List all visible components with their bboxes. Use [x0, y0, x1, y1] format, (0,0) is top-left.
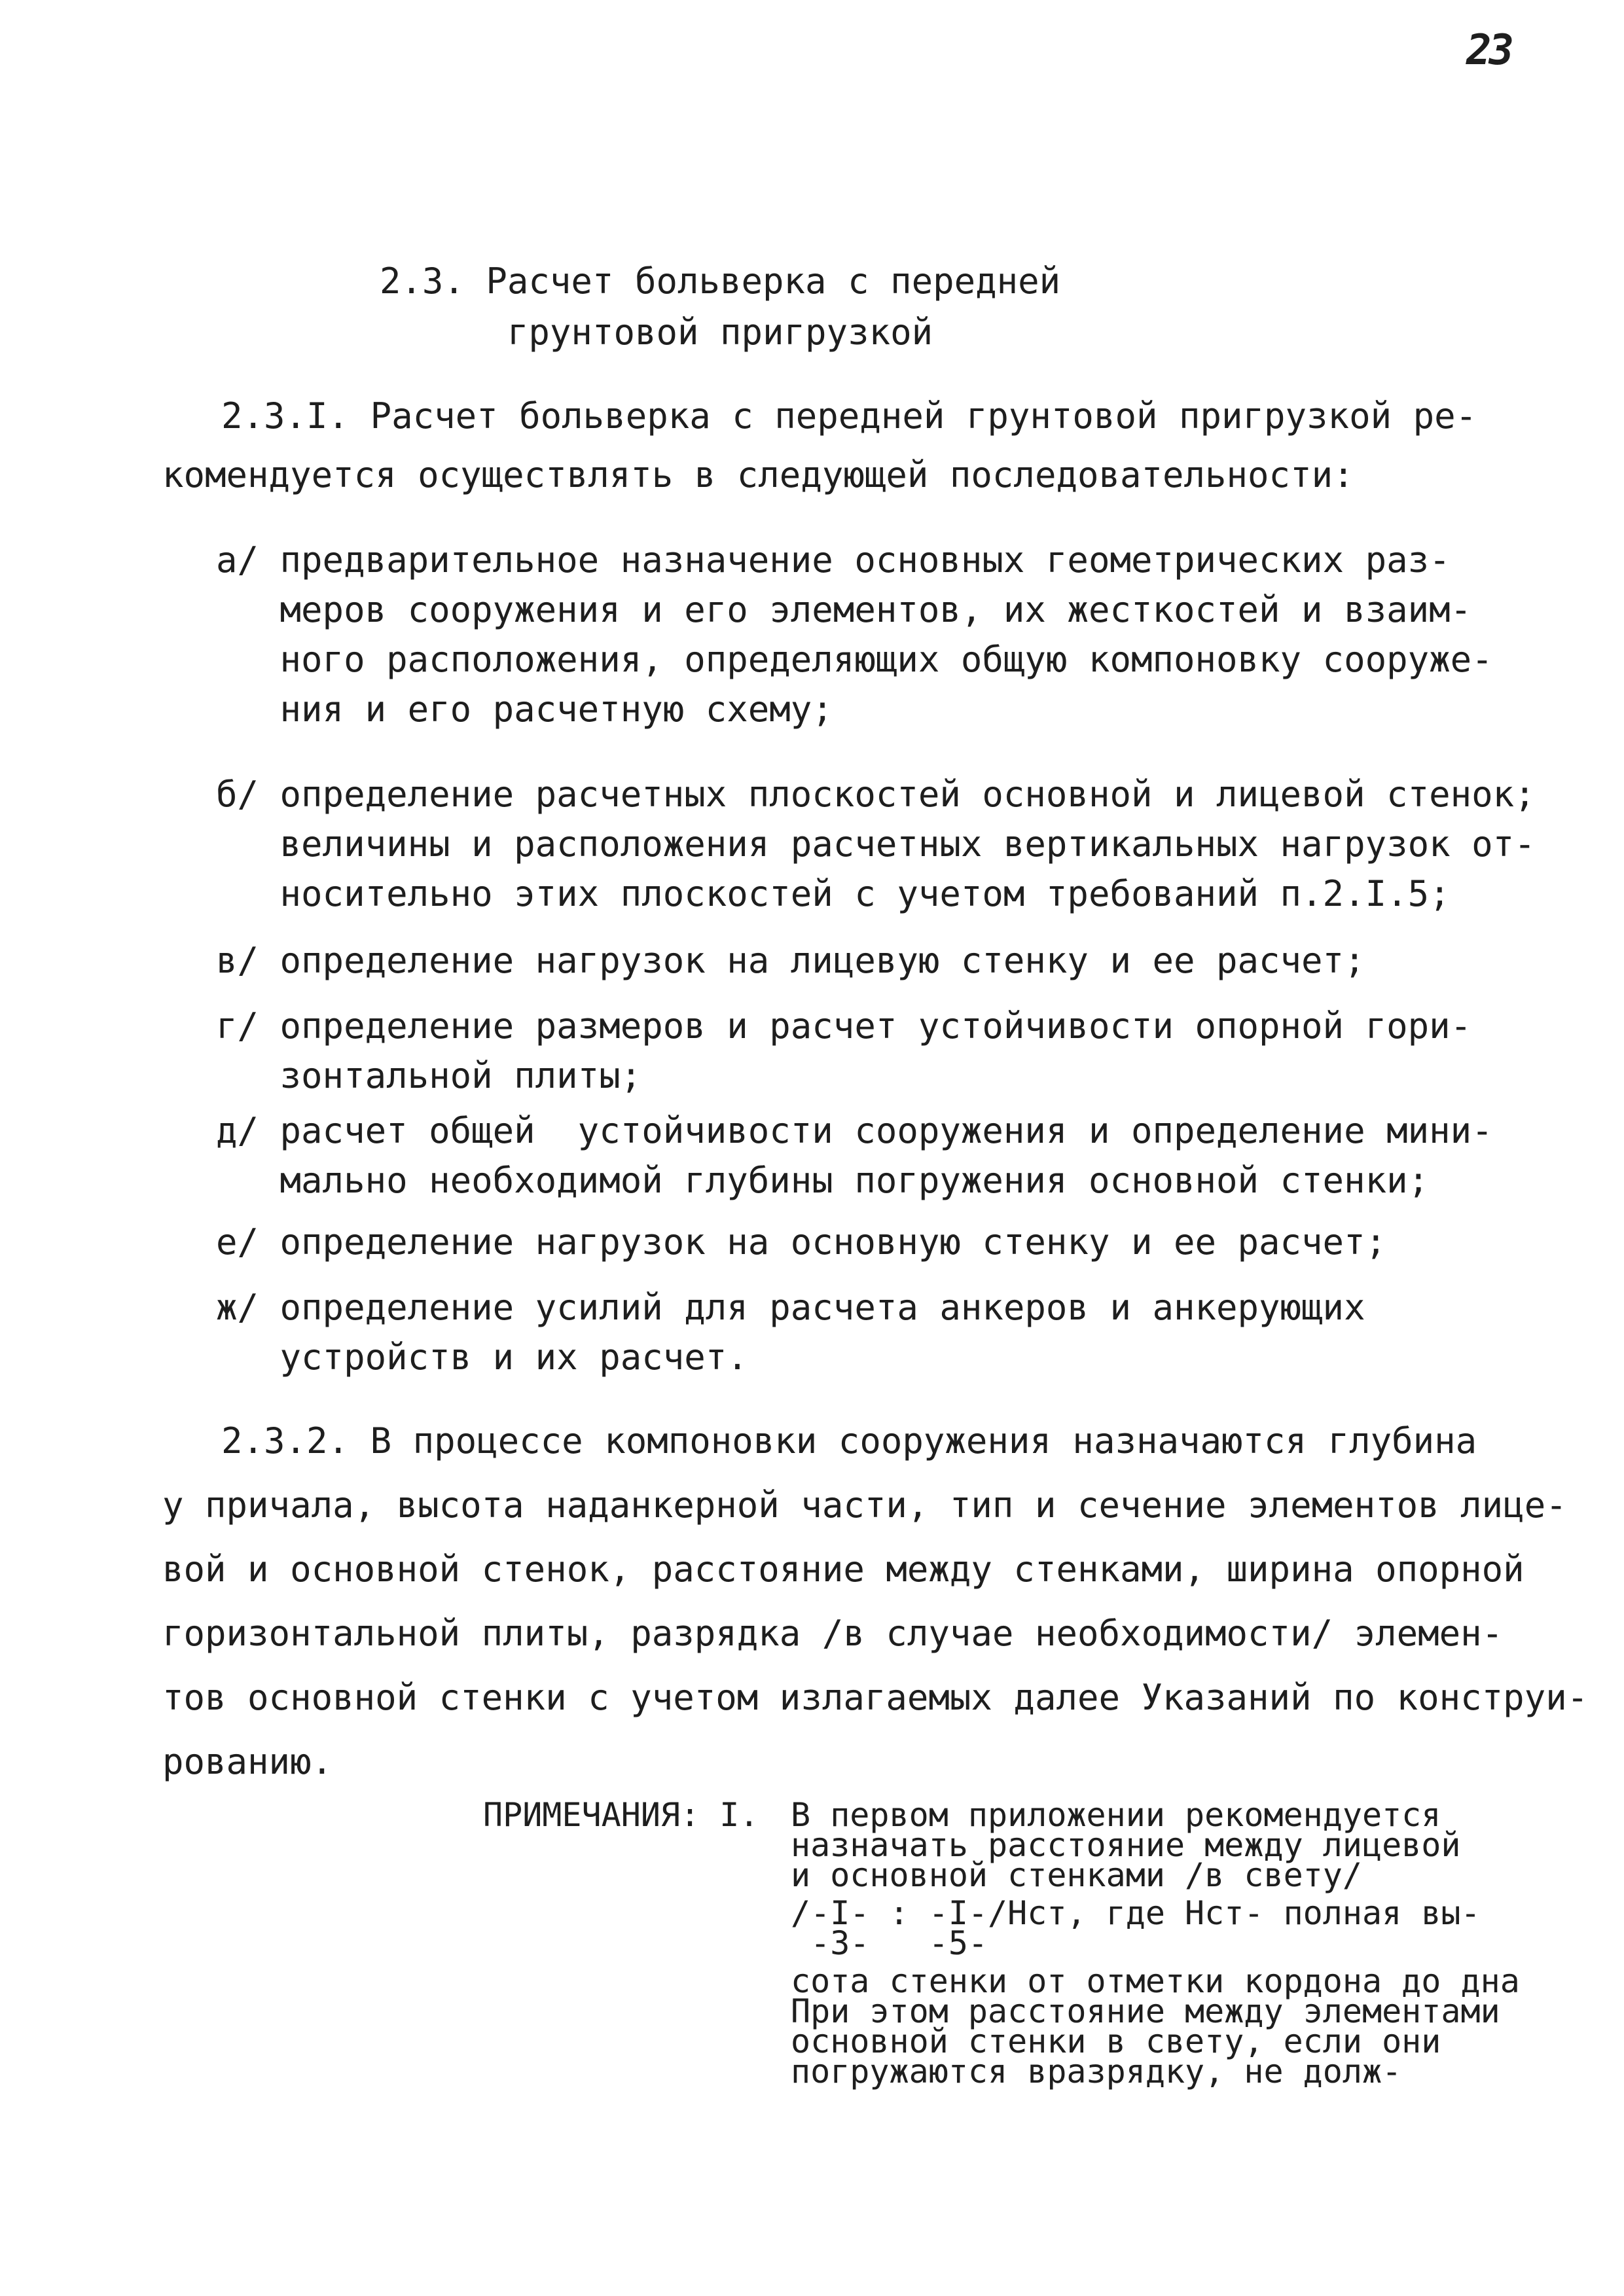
list-item-b-line: величины и расположения расчетных вертикальных нагрузок от- — [216, 823, 1536, 865]
note-line: и основной стенками /в свету/ — [791, 1856, 1362, 1894]
paragraph-231-line: 2.3.I. Расчет больверка с передней грунтовой пригрузкой ре- — [221, 395, 1477, 437]
paragraph-232-line: у причала, высота наданкерной части, тип и сечение элементов лице- — [162, 1484, 1567, 1526]
paragraph-232-line: тов основной стенки с учетом излагаемых далее Указаний по конструи- — [162, 1677, 1589, 1718]
list-item-zh-line: устройств и их расчет. — [216, 1336, 748, 1378]
list-item-zh-line: ж/ определение усилий для расчета анкеров и анкерующих — [216, 1287, 1365, 1328]
note-line: В первом приложении рекомендуется — [791, 1796, 1441, 1834]
paragraph-232-line: горизонтальной плиты, разрядка /в случае необходимости/ элемен- — [162, 1613, 1504, 1654]
list-item-g-line: г/ определение размеров и расчет устойчивости опорной гори- — [216, 1005, 1472, 1047]
section-title-line-1: 2.3. Расчет больверка с передней — [379, 260, 1061, 302]
list-item-b-line: б/ определение расчетных плоскостей основной и лицевой стенок; — [216, 774, 1536, 815]
note-line: основной стенки в свету, если они — [791, 2022, 1441, 2060]
section-title-line-2: грунтовой пригрузкой — [507, 312, 933, 353]
note-line: сота стенки от отметки кордона до дна — [791, 1962, 1520, 2000]
list-item-e-line: е/ определение нагрузок на основную стенку и ее расчет; — [216, 1221, 1387, 1263]
paragraph-231-line: комендуется осуществлять в следующей последовательности: — [162, 454, 1354, 495]
list-item-d-line: д/ расчет общей устойчивости сооружения и определение мини- — [216, 1110, 1493, 1151]
list-item-b-line: носительно этих плоскостей с учетом требований п.2.I.5; — [216, 873, 1451, 914]
list-item-a-line: а/ предварительное назначение основных геометрических раз- — [216, 539, 1451, 581]
list-item-a-line: ного расположения, определяющих общую компоновку сооруже- — [216, 639, 1493, 680]
note-line: При этом расстояние между элементами — [791, 1992, 1500, 2030]
list-item-a-line: меров сооружения и его элементов, их жесткостей и взаим- — [216, 589, 1472, 630]
paragraph-232-line: вой и основной стенок, расстояние между стенками, ширина опорной — [162, 1549, 1525, 1590]
paragraph-232-line: 2.3.2. В процессе компоновки сооружения назначаются глубина — [221, 1420, 1477, 1462]
note-line: погружаются вразрядку, не долж- — [791, 2053, 1402, 2090]
note-line: -3- -5- — [791, 1924, 988, 1962]
list-item-v-line: в/ определение нагрузок на лицевую стенку и ее расчет; — [216, 940, 1365, 981]
list-item-d-line: мально необходимой глубины погружения основной стенки; — [216, 1160, 1430, 1201]
note-line: /-I- : -I-/Нст, где Нст- полная вы- — [791, 1894, 1481, 1932]
page-number: 23 — [1466, 26, 1512, 75]
list-item-g-line: зонтальной плиты; — [216, 1055, 642, 1096]
note-line: назначать расстояние между лицевой — [791, 1826, 1461, 1864]
note-label: ПРИМЕЧАНИЯ: I. — [483, 1796, 759, 1834]
paragraph-232-line: рованию. — [162, 1741, 333, 1782]
list-item-a-line: ния и его расчетную схему; — [216, 689, 833, 730]
